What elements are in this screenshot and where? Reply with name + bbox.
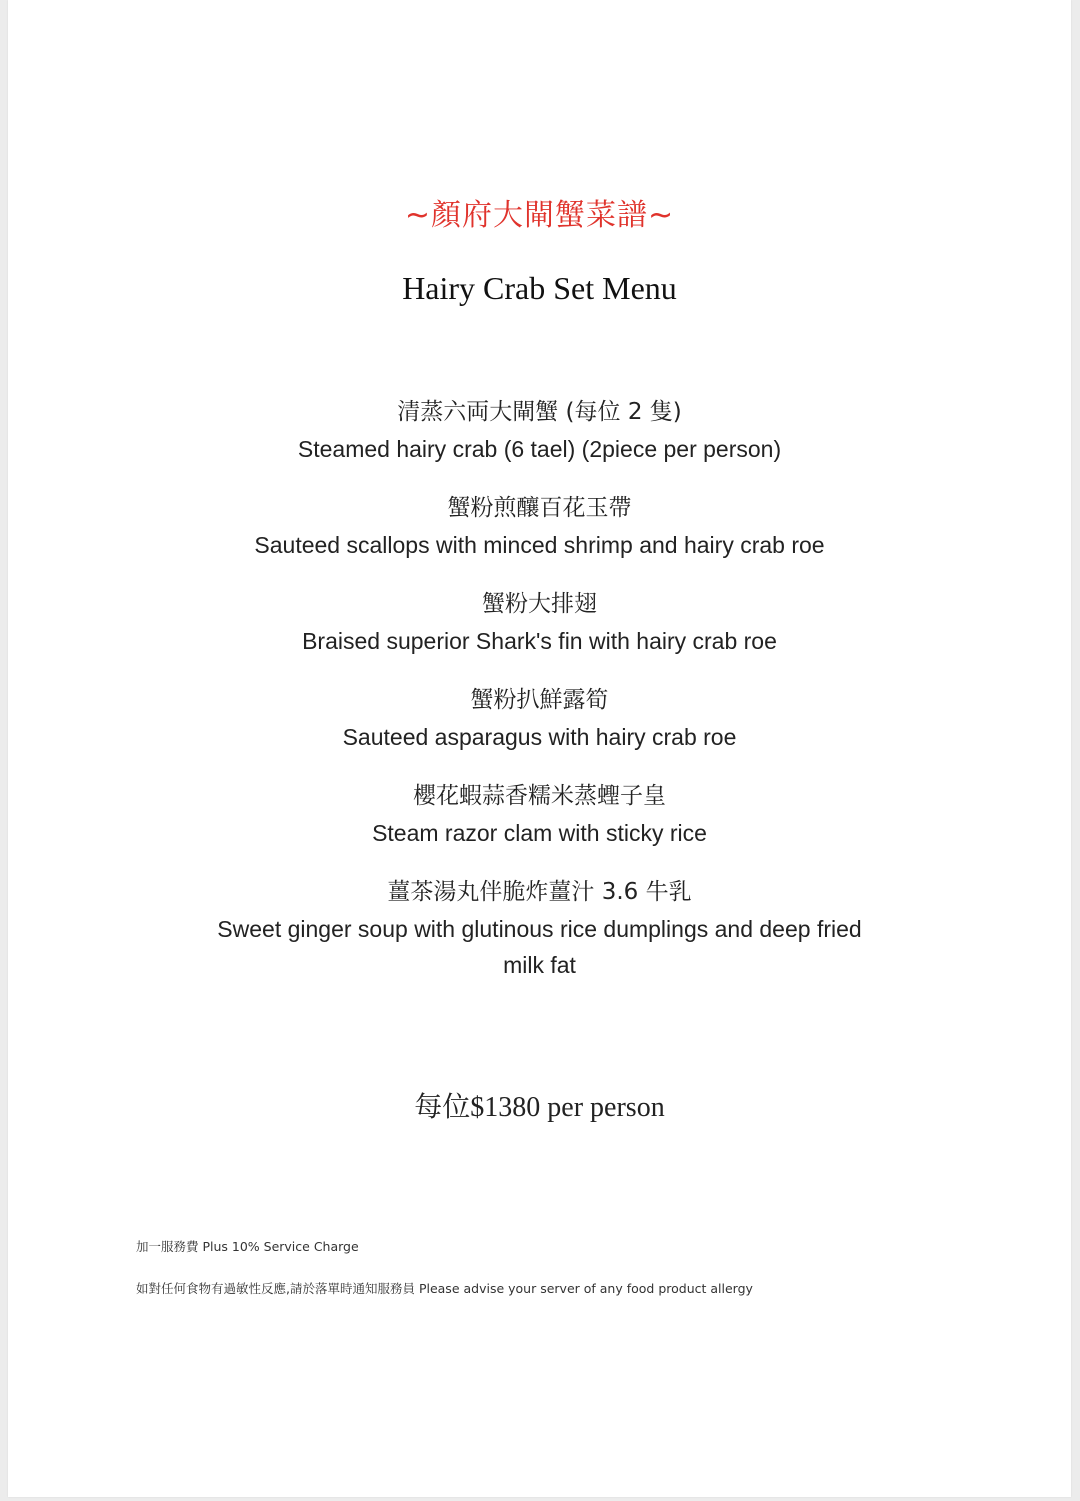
menu-item-chinese: 蟹粉煎釀百花玉帶 bbox=[447, 495, 632, 521]
allergy-note: 如對任何食物有過敏性反應,請於落單時通知服務員 Please advise your server of any food product allergy bbox=[136, 1281, 753, 1296]
menu-item-english: Sauteed asparagus with hairy crab roe bbox=[342, 724, 737, 750]
menu-title-english: Hairy Crab Set Menu bbox=[402, 270, 677, 306]
menu-item-english: Sweet ginger soup with glutinous rice dumplings and deep fried milk fat bbox=[217, 916, 862, 978]
menu-item bbox=[8, 777, 1071, 851]
menu-item-chinese: 蟹粉扒鮮露筍 bbox=[470, 687, 609, 713]
menu-item-english: Sauteed scallops with minced shrimp and hairy crab roe bbox=[254, 532, 825, 558]
menu-item-english: Steamed hairy crab (6 tael) (2piece per person) bbox=[297, 436, 782, 462]
menu-item-english: Braised superior Shark's fin with hairy crab roe bbox=[302, 628, 777, 654]
menu-item bbox=[8, 585, 1071, 659]
menu-title-chinese: ~顏府大閘蟹菜譜~ bbox=[404, 198, 675, 233]
menu-item-chinese: 櫻花蝦蒜香糯米蒸蟶子皇 bbox=[413, 783, 666, 809]
price-per-person: 每位$1380 per person bbox=[414, 1092, 665, 1123]
menu-item bbox=[8, 393, 1071, 467]
menu-list bbox=[8, 393, 1071, 1005]
menu-item bbox=[8, 681, 1071, 755]
menu-item-english: Steam razor clam with sticky rice bbox=[372, 820, 707, 846]
menu-item bbox=[8, 873, 1071, 983]
menu-item-chinese: 蟹粉大排翅 bbox=[482, 591, 597, 617]
menu-item-chinese: 薑茶湯丸伴脆炸薑汁 3.6 牛乳 bbox=[387, 879, 692, 905]
menu-item bbox=[8, 489, 1071, 563]
menu-page bbox=[8, 0, 1071, 1497]
menu-item-chinese: 清蒸六両大閘蟹 (每位 2 隻) bbox=[397, 399, 682, 425]
service-charge-note: 加一服務費 Plus 10% Service Charge bbox=[136, 1239, 359, 1254]
